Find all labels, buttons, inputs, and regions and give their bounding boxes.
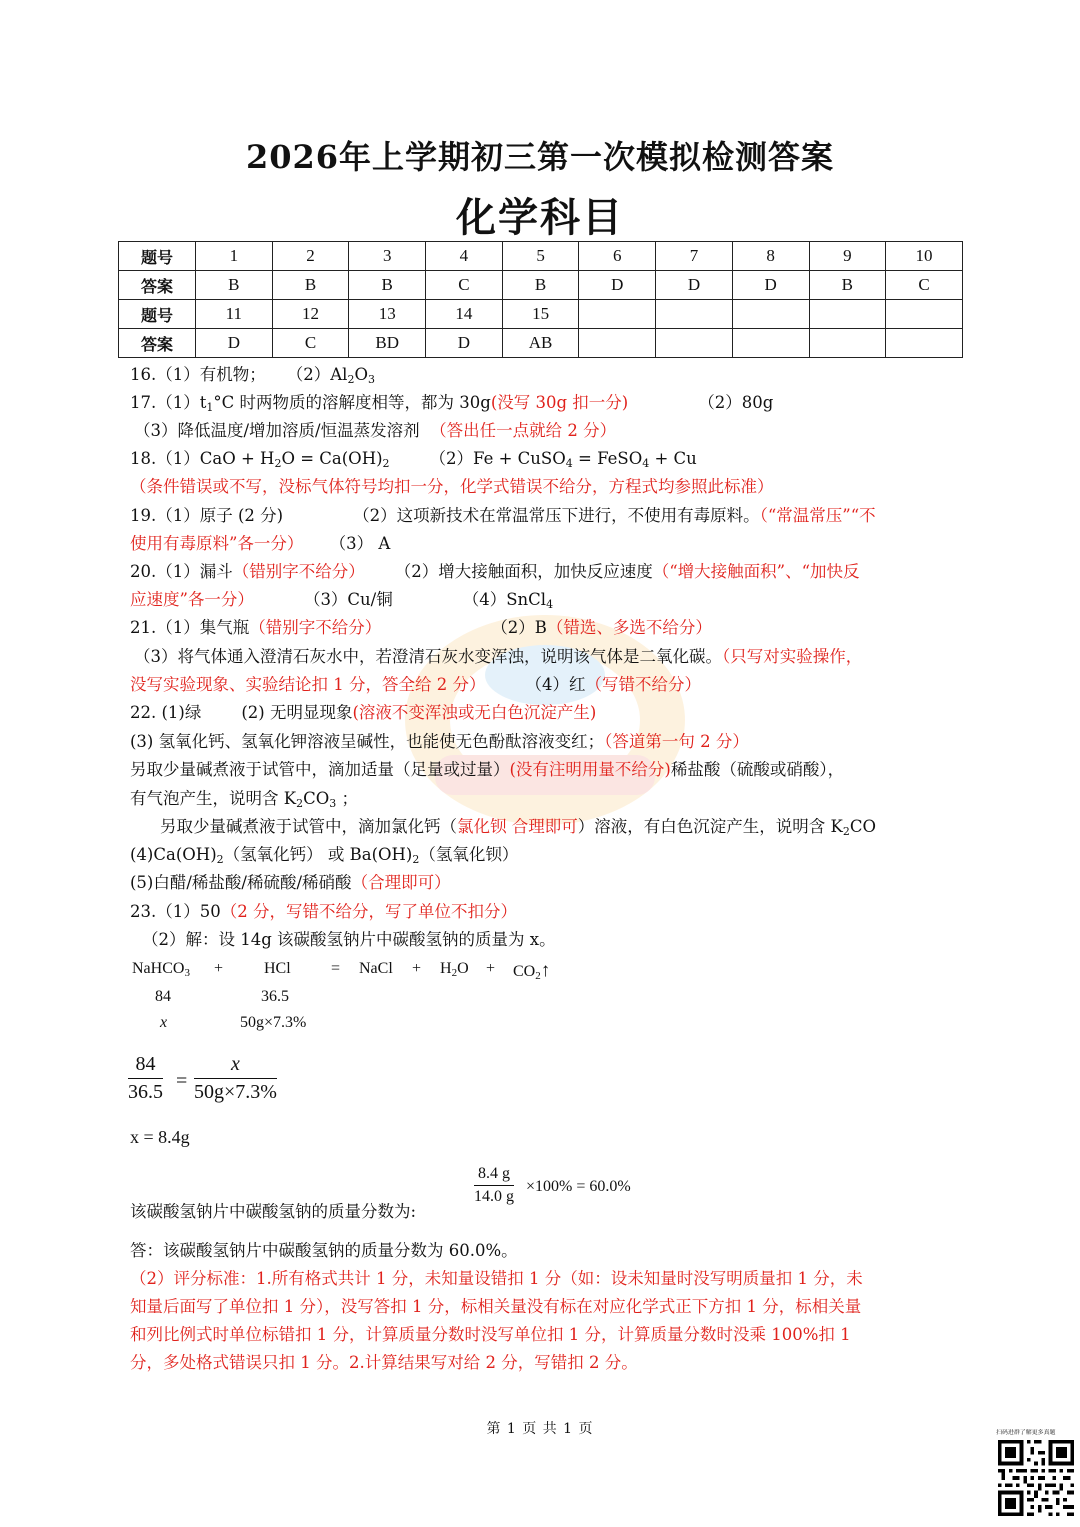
text: 21.（1）集气瓶 [130, 618, 250, 637]
grading-note: 使用有毒原料”各一分） [130, 534, 304, 553]
text: （2）解：设 14g 该碳酸氢钠片中碳酸氢钠的质量为 x。 [142, 930, 556, 949]
text: 有气泡产生，说明含 K [130, 789, 297, 808]
answer-cell: D [656, 271, 733, 300]
denominator: 14.0 g [474, 1188, 514, 1205]
grading-note: （错别字不给分） [232, 562, 365, 581]
subscript: 1 [206, 401, 214, 414]
question-number: 14 [426, 300, 503, 329]
grading-note: (溶液不变浑浊或无白色沉淀产生) [352, 703, 597, 722]
subscript: 2 [412, 853, 420, 866]
product-co2: $CO_2↑$ [513, 960, 551, 982]
answer-cell: B [809, 271, 886, 300]
answer-cell: C [886, 271, 963, 300]
answer-cell: C [426, 271, 503, 300]
qr-code-icon[interactable] [998, 1440, 1074, 1516]
answer-22-line7 [130, 869, 960, 897]
answer-22-line3 [130, 756, 960, 784]
answer-20-line1 [130, 558, 960, 586]
question-number: 7 [656, 242, 733, 271]
text: （4）SnCl [462, 590, 547, 609]
text: CO [303, 789, 330, 808]
text: = FeSO [572, 449, 643, 468]
text: （2）B [491, 618, 547, 637]
mass-fraction-label: 该碳酸氢钠片中碳酸氢钠的质量分数为: [130, 1202, 417, 1221]
table-row [119, 242, 963, 271]
answer-cell: B [196, 271, 273, 300]
answer-cell: D [196, 329, 273, 358]
answer-cell: AB [502, 329, 579, 358]
question-number [886, 300, 963, 329]
question-number: 8 [732, 242, 809, 271]
subscript: 3 [367, 373, 375, 386]
text: （3）降低温度/增加溶质/恒温蒸发溶剂 [134, 421, 420, 440]
question-number: 15 [502, 300, 579, 329]
answer-cell: D [426, 329, 503, 358]
text: 稀盐酸（硫酸或硝酸）， [670, 760, 845, 779]
grading-note: （合理即可） [351, 873, 451, 892]
answer-cell: D [732, 271, 809, 300]
question-number: 4 [426, 242, 503, 271]
product-nacl: NaCl [359, 960, 393, 977]
text: 另取少量碱煮液于试管中，滴加适量（足量或过量） [130, 760, 510, 779]
text: ）溶液，有白色沉淀产生，说明含 K [577, 817, 843, 836]
text: (5)白醋/稀盐酸/稀硫酸/稀硝酸 [130, 873, 352, 892]
answer-cell [886, 329, 963, 358]
text: 18.（1）CaO + H [130, 449, 275, 468]
numerator: 8.4 g [474, 1165, 514, 1186]
text: (2) 无明显现象 [241, 703, 353, 722]
subscript: 3 [329, 797, 337, 810]
text: 22. (1)绿 [130, 703, 202, 722]
hcl-mass: 50g×7.3% [240, 1014, 307, 1031]
subscript: 4 [642, 457, 650, 470]
text: °C 时两物质的溶解度相等，都为 30g [213, 393, 491, 412]
text: （2）Fe + CuSO [429, 449, 566, 468]
plus-sign: + [486, 960, 496, 977]
denominator: 36.5 [128, 1081, 163, 1103]
question-number: 1 [196, 242, 273, 271]
answer-cell [732, 329, 809, 358]
final-answer: 答：该碳酸氢钠片中碳酸氢钠的质量分数为 60.0%。 [130, 1241, 518, 1260]
subscript: 4 [565, 457, 573, 470]
row-label: 题号 [119, 242, 196, 271]
grading-note: 没写实验现象、实验结论扣 1 分，答全给 2 分） [130, 675, 486, 694]
row-label: 题号 [119, 300, 196, 329]
grading-note: (没有注明用量不给分) [509, 760, 671, 779]
subscript: 2 [274, 457, 282, 470]
grading-note: （答道第一句 2 分） [604, 732, 749, 751]
product-h2o: $H_2O$ [440, 960, 469, 979]
answer-22-line2 [130, 728, 960, 756]
subscript: 2 [216, 853, 224, 866]
grading-note: （“增大接触面积”、“加快反 [652, 562, 860, 581]
grading-note: 应速度”各一分） [130, 590, 254, 609]
question-number: 13 [349, 300, 426, 329]
answer-cell: B [502, 271, 579, 300]
answer-cell: D [579, 271, 656, 300]
grading-note: （2 分，写错不给分，写了单位不扣分） [220, 902, 517, 921]
molar-mass-hcl: 36.5 [261, 988, 289, 1005]
reactant-hcl: HCl [264, 960, 291, 977]
answer-cell: B [349, 271, 426, 300]
text: （2）Al [286, 365, 348, 384]
numerator: x [194, 1053, 277, 1079]
answer-22-line1 [130, 699, 960, 727]
row-label: 答案 [119, 329, 196, 358]
answer-cell [809, 329, 886, 358]
subscript: 2 [842, 825, 850, 838]
grading-rule-line2: 知量后面写了单位扣 1 分），没写答扣 1 分，标相关量没有标在对应化学式正下方扣 1 分，标相关量 [130, 1297, 862, 1316]
grading-rule-line4: 分，多处格式错误只扣 1 分。2.计算结果写对给 2 分，写错扣 2 分。 [130, 1353, 638, 1372]
answer-cell: C [272, 329, 349, 358]
text: 23.（1）50 [130, 902, 221, 921]
question-number [732, 300, 809, 329]
question-number [656, 300, 733, 329]
answer-19-line1 [130, 502, 960, 530]
text: （2）这项新技术在常温常压下进行，不使用有毒原料。 [353, 506, 760, 525]
text: 19.（1）原子 (2 分) [130, 506, 284, 525]
answer-23-line1 [130, 898, 960, 926]
text: （3）Cu/铜 [303, 590, 393, 609]
table-row [119, 300, 963, 329]
grading-note: (没写 30g 扣一分) [490, 393, 629, 412]
ratio-left [128, 1053, 163, 1104]
answer-18-grading: （条件错误或不写，没标气体符号均扣一分，化学式错误不给分，方程式均参照此标准） [130, 477, 774, 496]
answer-table [118, 241, 963, 358]
question-number: 3 [349, 242, 426, 271]
text: O = Ca(OH) [281, 449, 383, 468]
question-number: 12 [272, 300, 349, 329]
text: （4）红 [525, 675, 586, 694]
question-number: 11 [196, 300, 273, 329]
answer-21-line3 [130, 671, 960, 699]
qr-caption: 扫码进群了解更多真题 [996, 1428, 1056, 1436]
plus-sign: + [214, 960, 224, 977]
text: 20.（1）漏斗 [130, 562, 233, 581]
grading-note: （写错不给分） [585, 675, 701, 694]
grading-note: （答出任一点就给 2 分） [430, 421, 617, 440]
ratio-right [194, 1053, 277, 1104]
row-label: 答案 [119, 271, 196, 300]
denominator: 50g×7.3% [194, 1081, 277, 1103]
question-number: 9 [809, 242, 886, 271]
grading-rule-line1: （2）评分标准：1.所有格式共计 1 分，未知量设错扣 1 分（如：设未知量时没写明质量扣 1 分，未 [130, 1269, 863, 1288]
question-number: 5 [502, 242, 579, 271]
text: O [354, 365, 368, 384]
percentage-result: ×100% = 60.0% [526, 1178, 631, 1195]
answer-17-line2 [134, 417, 964, 445]
question-number: 2 [272, 242, 349, 271]
text: （3） A [329, 534, 391, 553]
reactant-nahco3: NaHCO$_3$ [132, 960, 190, 979]
text: (4)Ca(OH) [130, 845, 217, 864]
subscript: 2 [296, 797, 304, 810]
subscript: 4 [546, 598, 554, 611]
text: 另取少量碱煮液于试管中，滴加氯化钙（ [160, 817, 457, 836]
answer-cell [579, 329, 656, 358]
text: 17.（1）t [130, 393, 207, 412]
table-row [119, 271, 963, 300]
answer-23-line2 [142, 926, 972, 954]
text: （2）增大接触面积，加快反应速度 [394, 562, 653, 581]
grading-rule-line3: 和列比例式时单位标错扣 1 分，计算质量分数时没写单位扣 1 分，计算质量分数时没乘 100%扣 1 [130, 1325, 851, 1344]
answer-21-line2 [134, 643, 964, 671]
plus-sign: + [412, 960, 422, 977]
text: 16.（1）有机物； [130, 365, 266, 384]
page-number: 第 1 页 共 1 页 [486, 1421, 594, 1437]
answer-21-line1 [130, 614, 960, 642]
question-number: 10 [886, 242, 963, 271]
answer-cell: BD [349, 329, 426, 358]
text: （氢氧化钙） 或 Ba(OH) [223, 845, 413, 864]
answer-19-line2 [130, 530, 960, 558]
text: (3) 氢氧化钙、氢氧化钾溶液呈碱性，也能使无色酚酞溶液变红； [130, 732, 605, 751]
equals-sign: = [176, 1070, 188, 1092]
question-number [809, 300, 886, 329]
grading-note: （“常温常压”“不 [759, 506, 876, 525]
numerator: 84 [128, 1053, 163, 1079]
question-number [579, 300, 656, 329]
answer-cell: B [272, 271, 349, 300]
document-title: 2026年上学期初三第一次模拟检测答案 [245, 138, 835, 176]
answer-cell [656, 329, 733, 358]
text: + Cu [649, 449, 697, 468]
grading-note: （错选、多选不给分） [546, 618, 712, 637]
grading-note: 氯化钡 合理即可 [457, 817, 578, 836]
text: ； [336, 789, 358, 808]
unknown-x: x [160, 1014, 168, 1031]
grading-note: （错别字不给分） [249, 618, 382, 637]
subject-title: 化学科目 [456, 194, 624, 241]
subscript: 2 [347, 373, 355, 386]
text: CO [849, 817, 876, 836]
text: （2）80g [698, 393, 774, 412]
result-x: x = 8.4g [130, 1127, 190, 1147]
molar-mass-nahco3: 84 [155, 988, 171, 1005]
text: （3）将气体通入澄清石灰水中，若澄清石灰水变浑浊，说明该气体是二氧化碳。 [134, 647, 722, 666]
text: （氢氧化钡） [419, 845, 519, 864]
table-row [119, 329, 963, 358]
subscript: 2 [382, 457, 390, 470]
question-number: 6 [579, 242, 656, 271]
grading-note: （只写对实验操作， [722, 647, 863, 666]
equals-sign: = [331, 960, 341, 977]
